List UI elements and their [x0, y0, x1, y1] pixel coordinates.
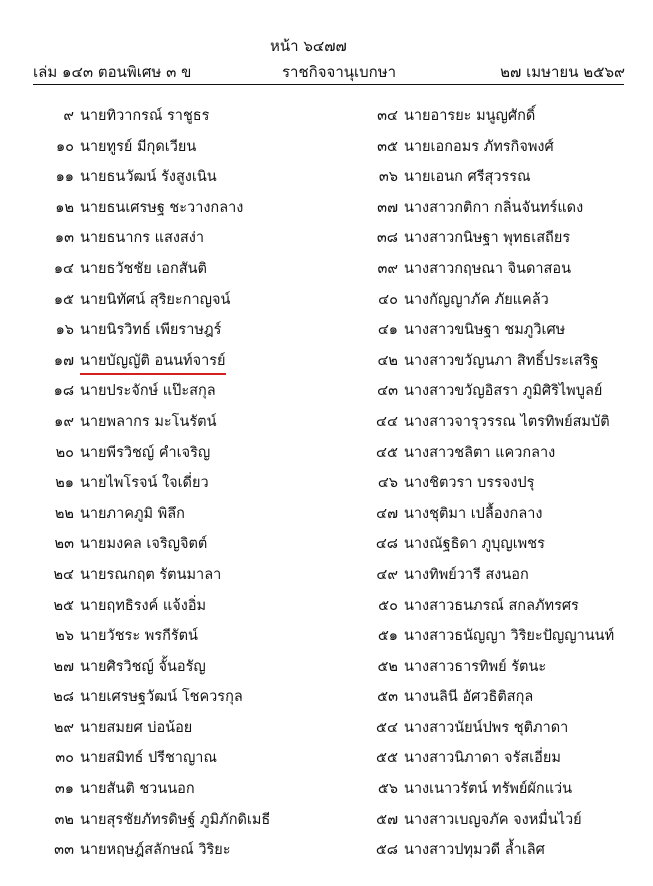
entry-name: นางสาวกติกา กลิ่นจันทร์แดง: [404, 199, 584, 216]
entry-number: ๑๒: [55, 199, 74, 216]
entry-number: ๕๑: [377, 628, 398, 645]
entry-name: นายหฤษฎ์สลักษณ์ วิริยะ: [80, 842, 231, 859]
entry-number: ๔๐: [378, 291, 398, 308]
entry-name: นายภาคภูมิ พิลึก: [80, 505, 185, 522]
entry-number: ๓๙: [377, 260, 398, 277]
entry-number: ๓๐: [55, 750, 74, 767]
list-item: [352, 349, 647, 380]
entry-name: นางสาวชลิตา แควกลาง: [404, 444, 556, 461]
entry-number: ๓๕: [377, 138, 398, 155]
list-item: [28, 104, 328, 135]
entry-number: ๒๒: [54, 505, 74, 522]
entry-name: นางนลินี อัศวธิติสกุล: [404, 689, 534, 706]
list-item: [28, 746, 328, 777]
name-list-left-column: [28, 104, 328, 869]
entry-number: ๒๖: [55, 628, 74, 645]
list-item: [28, 777, 328, 808]
entry-name: นายธนากร แสงสง่า: [80, 230, 204, 247]
entry-number: ๕๗: [376, 811, 398, 828]
list-item: [352, 563, 647, 594]
entry-number: ๕๒: [377, 658, 398, 675]
entry-number: ๒๙: [53, 719, 74, 736]
entry-name: นางสาวเบญจภัค จงหมื่นไวย์: [404, 811, 582, 828]
list-item: [352, 838, 647, 869]
entry-name: นางสาวธนภรณ์ สกลภัทรศร: [404, 597, 579, 614]
publication-date: ๒๗ เมษายน ๒๕๖๙: [500, 63, 625, 81]
page-number: หน้า ๖๔๗๗: [270, 37, 347, 55]
entry-number: ๕๐: [378, 597, 398, 614]
entry-number: ๔๘: [375, 536, 398, 553]
entry-number: ๒๓: [54, 536, 74, 553]
list-item: [28, 685, 328, 716]
volume-issue: เล่ม ๑๔๓ ตอนพิเศษ ๓ ข: [33, 63, 192, 81]
entry-name: นายพีรวิชญ์ คำเจริญ: [80, 444, 211, 461]
entry-number: ๔๕: [376, 444, 398, 461]
entry-number: ๓๔: [377, 108, 398, 124]
list-item: [28, 808, 328, 839]
list-item: [352, 746, 647, 777]
entry-number: ๙: [63, 108, 74, 124]
list-item: [352, 257, 647, 288]
list-item: [28, 318, 328, 349]
entry-name: นางสาวขนิษฐา ชมภูวิเศษ: [404, 322, 566, 339]
entry-name: นางทิพย์วารี สงนอก: [404, 566, 529, 583]
entry-name: นายเอนก ศรีสุวรรณ: [404, 169, 531, 186]
list-item: [352, 288, 647, 319]
entry-name: นางสาวนัยน์ปพร ชุติภาดา: [404, 719, 569, 736]
entry-number: ๒๑: [55, 475, 74, 492]
entry-number: ๑๗: [53, 352, 74, 369]
entry-name: นายเอกอมร ภัทรกิจพงศ์: [404, 138, 554, 155]
entry-number: ๒๔: [53, 566, 74, 583]
list-item: [352, 777, 647, 808]
page-header: [0, 0, 653, 90]
entry-name: นายทูรย์ มีกุดเวียน: [80, 138, 197, 155]
entry-name: นายศิรวิชญ์ จั้นอรัญ: [80, 658, 206, 675]
entry-number: ๕๘: [375, 842, 398, 859]
list-item: [352, 318, 647, 349]
entry-number: ๔๓: [377, 383, 398, 400]
list-item: [28, 471, 328, 502]
entry-name: นายนิทัศน์ สุริยะกาญจน์: [80, 291, 231, 308]
list-item: [352, 165, 647, 196]
entry-number: ๓๓: [54, 842, 74, 859]
list-item: [28, 410, 328, 441]
publication-name: ราชกิจจานุเบกษา: [282, 63, 397, 81]
list-item: [28, 838, 328, 869]
entry-name: นางกัญญาภัค ภัยแคล้ว: [404, 291, 549, 308]
entry-name: นายนิรวิทธ์ เพียราษฎร์: [80, 322, 222, 339]
entry-number: ๔๒: [377, 352, 398, 369]
entry-number: ๑๘: [53, 383, 74, 400]
entry-name: นายมงคล เจริญจิตต์: [80, 536, 208, 553]
entry-number: ๔๗: [376, 505, 398, 522]
entry-name: นายทิวากรณ์ ราชูธร: [80, 108, 210, 124]
entry-number: ๑๐: [55, 138, 74, 155]
entry-number: ๕๓: [377, 689, 398, 706]
entry-name: นายรณกฤต รัตนมาลา: [80, 566, 222, 583]
entry-number: ๒๘: [53, 689, 74, 706]
entry-name: นางชุติมา เปลื้องกลาง: [404, 505, 543, 522]
entry-number: ๔๔: [376, 413, 398, 430]
entry-name: นางชิตวรา บรรจงปรุ: [404, 475, 535, 492]
list-item: [352, 441, 647, 472]
list-item: [352, 196, 647, 227]
entry-name: นางสาวกนิษฐา พุทธเสถียร: [404, 230, 571, 247]
entry-name: นายสมิทธ์ ปรีชาญาณ: [80, 750, 217, 767]
list-item: [352, 808, 647, 839]
list-item: [28, 257, 328, 288]
entry-name: นางสาวกฤษณา จินดาสอน: [404, 260, 572, 277]
list-item: [352, 410, 647, 441]
list-item: [352, 135, 647, 166]
entry-number: ๓๑: [54, 781, 74, 798]
name-list-right-column: [352, 104, 647, 869]
list-item: [28, 655, 328, 686]
entry-name: นางสาวธารทิพย์ รัตนะ: [404, 658, 547, 675]
list-item: [28, 196, 328, 227]
entry-name: นายสันติ ชวนนอก: [80, 781, 195, 798]
entry-name: นายธนเศรษฐ ชะวางกลาง: [80, 199, 244, 216]
entry-name: นายบัญญัติ อนนท์จารย์: [80, 349, 226, 375]
entry-name: นางสาวจารุวรรณ ไตรทิพย์สมบัติ: [404, 413, 610, 430]
entry-name: นายไพโรจน์ ใจเดี่ยว: [80, 475, 209, 492]
header-divider: [33, 84, 624, 85]
entry-name: นายฤทธิรงค์ แจ้งอิ่ม: [80, 597, 207, 614]
entry-name: นายวัชระ พรกีรัตน์: [80, 628, 198, 645]
entry-number: ๒๗: [53, 658, 74, 675]
list-item: [352, 624, 647, 655]
list-item-highlighted: [28, 349, 328, 380]
entry-name: นางสาวนิภาดา จรัสเอี่ยม: [404, 750, 561, 767]
entry-number: ๑๑: [55, 169, 74, 186]
entry-number: ๕๔: [376, 719, 398, 736]
list-item: [28, 594, 328, 625]
list-item: [352, 685, 647, 716]
list-item: [28, 563, 328, 594]
list-item: [28, 532, 328, 563]
entry-number: ๓๖: [378, 169, 398, 186]
entry-number: ๑๖: [55, 322, 74, 339]
list-item: [28, 624, 328, 655]
entry-name: นางสาวธนัญญา วิริยะปัญญานนท์: [404, 628, 615, 645]
entry-name: นางเนาวรัตน์ ทรัพย์ผักแว่น: [404, 781, 573, 798]
entry-name: นายอารยะ มนูญศักดิ์: [404, 108, 536, 124]
entry-number: ๒๕: [53, 597, 74, 614]
entry-name: นางณัฐธิดา ภูบุญเพชร: [404, 536, 545, 553]
entry-name: นางสาวขวัญนภา สิทธิ์ประเสริฐ: [404, 352, 599, 369]
entry-name: นายธนวัฒน์ รังสูงเนิน: [80, 169, 217, 186]
entry-number: ๔๙: [376, 566, 398, 583]
entry-number: ๓๘: [376, 230, 398, 247]
list-item: [352, 226, 647, 257]
entry-number: ๓๗: [377, 199, 398, 216]
entry-name: นายประจักษ์ แป๊ะสกุล: [80, 383, 216, 400]
entry-number: ๑๓: [54, 230, 74, 247]
entry-name: นายสมยศ บ่อน้อย: [80, 719, 193, 736]
entry-name: นายสุรชัยภัทรดิษฐ์ ภูมิภักดิเมธี: [80, 811, 271, 828]
entry-number: ๕๕: [376, 750, 398, 767]
entry-number: ๕๖: [377, 781, 398, 798]
list-item: [28, 135, 328, 166]
entry-name: นางสาวขวัญอิสรา ภูมิศิริไพบูลย์: [404, 383, 603, 400]
entry-number: ๑๔: [53, 260, 74, 277]
list-item: [28, 441, 328, 472]
list-item: [352, 104, 647, 135]
entry-name: นายเศรษฐวัฒน์ โชควรกุล: [80, 689, 243, 706]
list-item: [352, 716, 647, 747]
entry-number: ๔๖: [377, 475, 398, 492]
entry-name: นายธวัชชัย เอกสันติ: [80, 260, 207, 277]
list-item: [352, 379, 647, 410]
list-item: [28, 716, 328, 747]
list-item: [28, 288, 328, 319]
entry-number: ๑๕: [53, 291, 74, 308]
entry-number: ๑๙: [54, 413, 74, 430]
list-item: [352, 471, 647, 502]
list-item: [28, 226, 328, 257]
list-item: [352, 532, 647, 563]
list-item: [352, 594, 647, 625]
list-item: [352, 502, 647, 533]
list-item: [28, 165, 328, 196]
list-item: [352, 655, 647, 686]
entry-number: ๔๑: [377, 322, 398, 339]
list-item: [28, 502, 328, 533]
entry-number: ๓๒: [54, 811, 74, 828]
list-item: [28, 379, 328, 410]
entry-number: ๒๐: [55, 444, 74, 461]
entry-name: นางสาวปทุมวดี ล้ำเลิศ: [404, 842, 545, 859]
entry-name: นายพลากร มะโนรัตน์: [80, 413, 217, 430]
